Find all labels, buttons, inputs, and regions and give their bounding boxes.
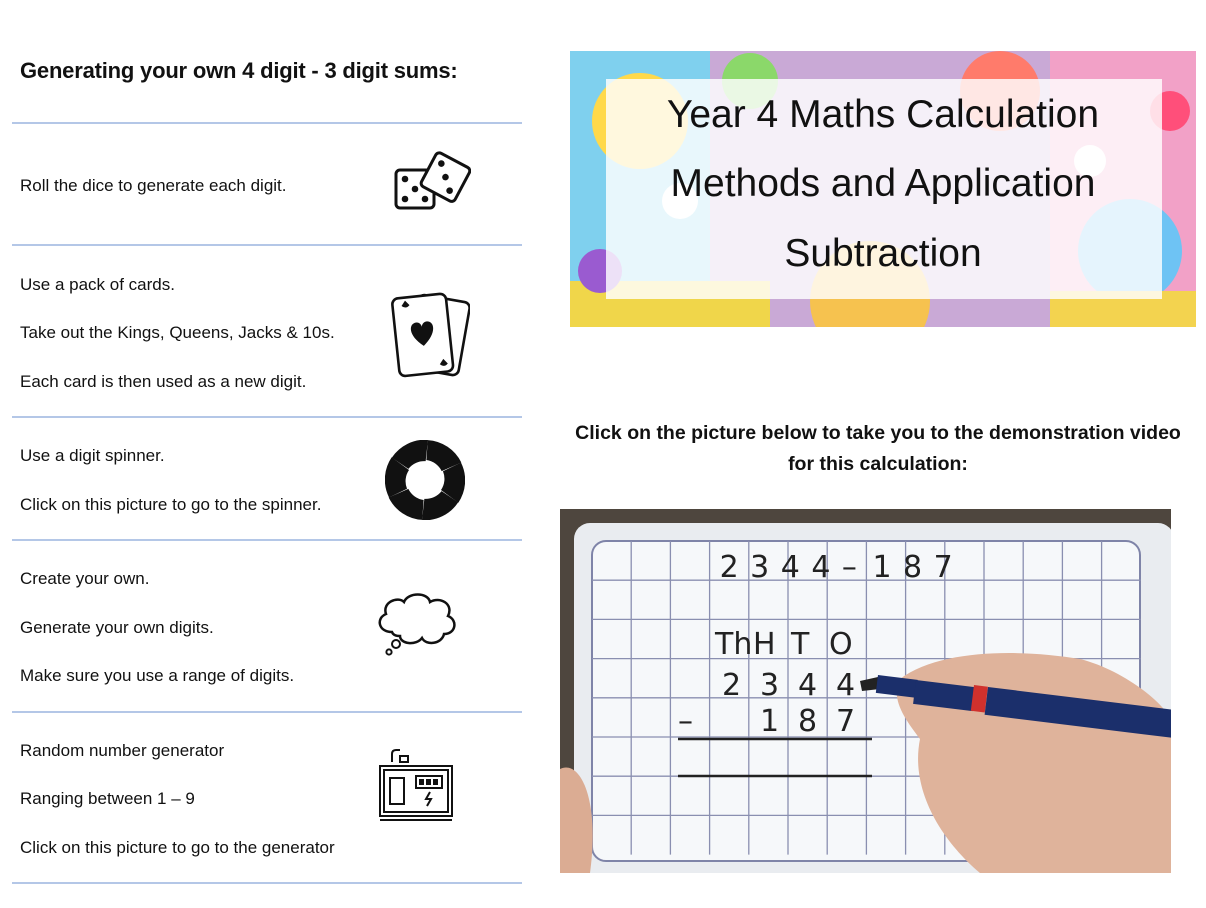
top-row-digit: 2 (719, 550, 739, 585)
minuend-digit: 4 (798, 668, 818, 703)
generator-text-1: Random number generator (20, 741, 225, 760)
divider (12, 539, 522, 541)
spinner-text-1: Use a digit spinner. (20, 446, 165, 465)
title-banner (570, 51, 1196, 327)
demo-video-thumbnail[interactable] (560, 509, 1171, 873)
banner-title-line-2: Methods and Application (670, 162, 1096, 205)
place-value-header: O (829, 627, 853, 662)
dice-text: Roll the dice to generate each digit. (20, 176, 287, 195)
divider (12, 416, 522, 418)
spinner-icon[interactable] (385, 440, 465, 520)
cards-text-3: Each card is then used as a new digit. (20, 372, 307, 391)
cards-text-2: Take out the Kings, Queens, Jacks & 10s. (20, 323, 335, 342)
top-row-digit: 7 (933, 550, 953, 585)
banner-title-line-1: Year 4 Maths Calculation (666, 93, 1100, 136)
subtrahend-digit: 1 (760, 704, 780, 739)
generator-text-2: Ranging between 1 – 9 (20, 789, 195, 808)
playing-cards-icon[interactable] (386, 290, 470, 384)
whiteboard-image (560, 509, 1171, 873)
divider (12, 244, 522, 246)
top-row-digit: – (841, 550, 857, 585)
spinner-text-2[interactable]: Click on this picture to go to the spinner. (20, 495, 322, 514)
place-value-header: T (791, 627, 810, 662)
cards-text-1: Use a pack of cards. (20, 275, 175, 294)
thought-bubble-icon (372, 588, 462, 660)
top-row-digit: 4 (811, 550, 831, 585)
generator-text-3[interactable]: Click on this picture to go to the generator (20, 838, 335, 857)
banner-title-line-3: Subtraction (784, 232, 982, 275)
divider (12, 122, 522, 124)
demo-instruction: Click on the picture below to take you to the demonstration video for this calculation: (575, 422, 1181, 475)
subtrahend-digit: 8 (798, 704, 818, 739)
generator-machine-icon[interactable] (376, 746, 456, 826)
minuend-digit: 4 (836, 668, 856, 703)
subtrahend-digit: 7 (836, 704, 856, 739)
minus-sign: – (678, 704, 693, 739)
place-value-header: Th (715, 627, 753, 662)
top-row-digit: 1 (872, 550, 892, 585)
top-row-digit: 8 (903, 550, 923, 585)
own-text-2: Generate your own digits. (20, 618, 214, 637)
top-row-digit: 3 (750, 550, 770, 585)
minuend-digit: 3 (760, 668, 780, 703)
divider (12, 882, 522, 884)
own-text-1: Create your own. (20, 569, 150, 588)
dice-icon[interactable] (393, 150, 471, 214)
place-value-header: H (753, 627, 776, 662)
own-text-3: Make sure you use a range of digits. (20, 666, 295, 685)
top-row-digit: 4 (780, 550, 800, 585)
divider (12, 711, 522, 713)
minuend-digit: 2 (722, 668, 742, 703)
page-heading: Generating your own 4 digit - 3 digit sums: (20, 58, 458, 83)
